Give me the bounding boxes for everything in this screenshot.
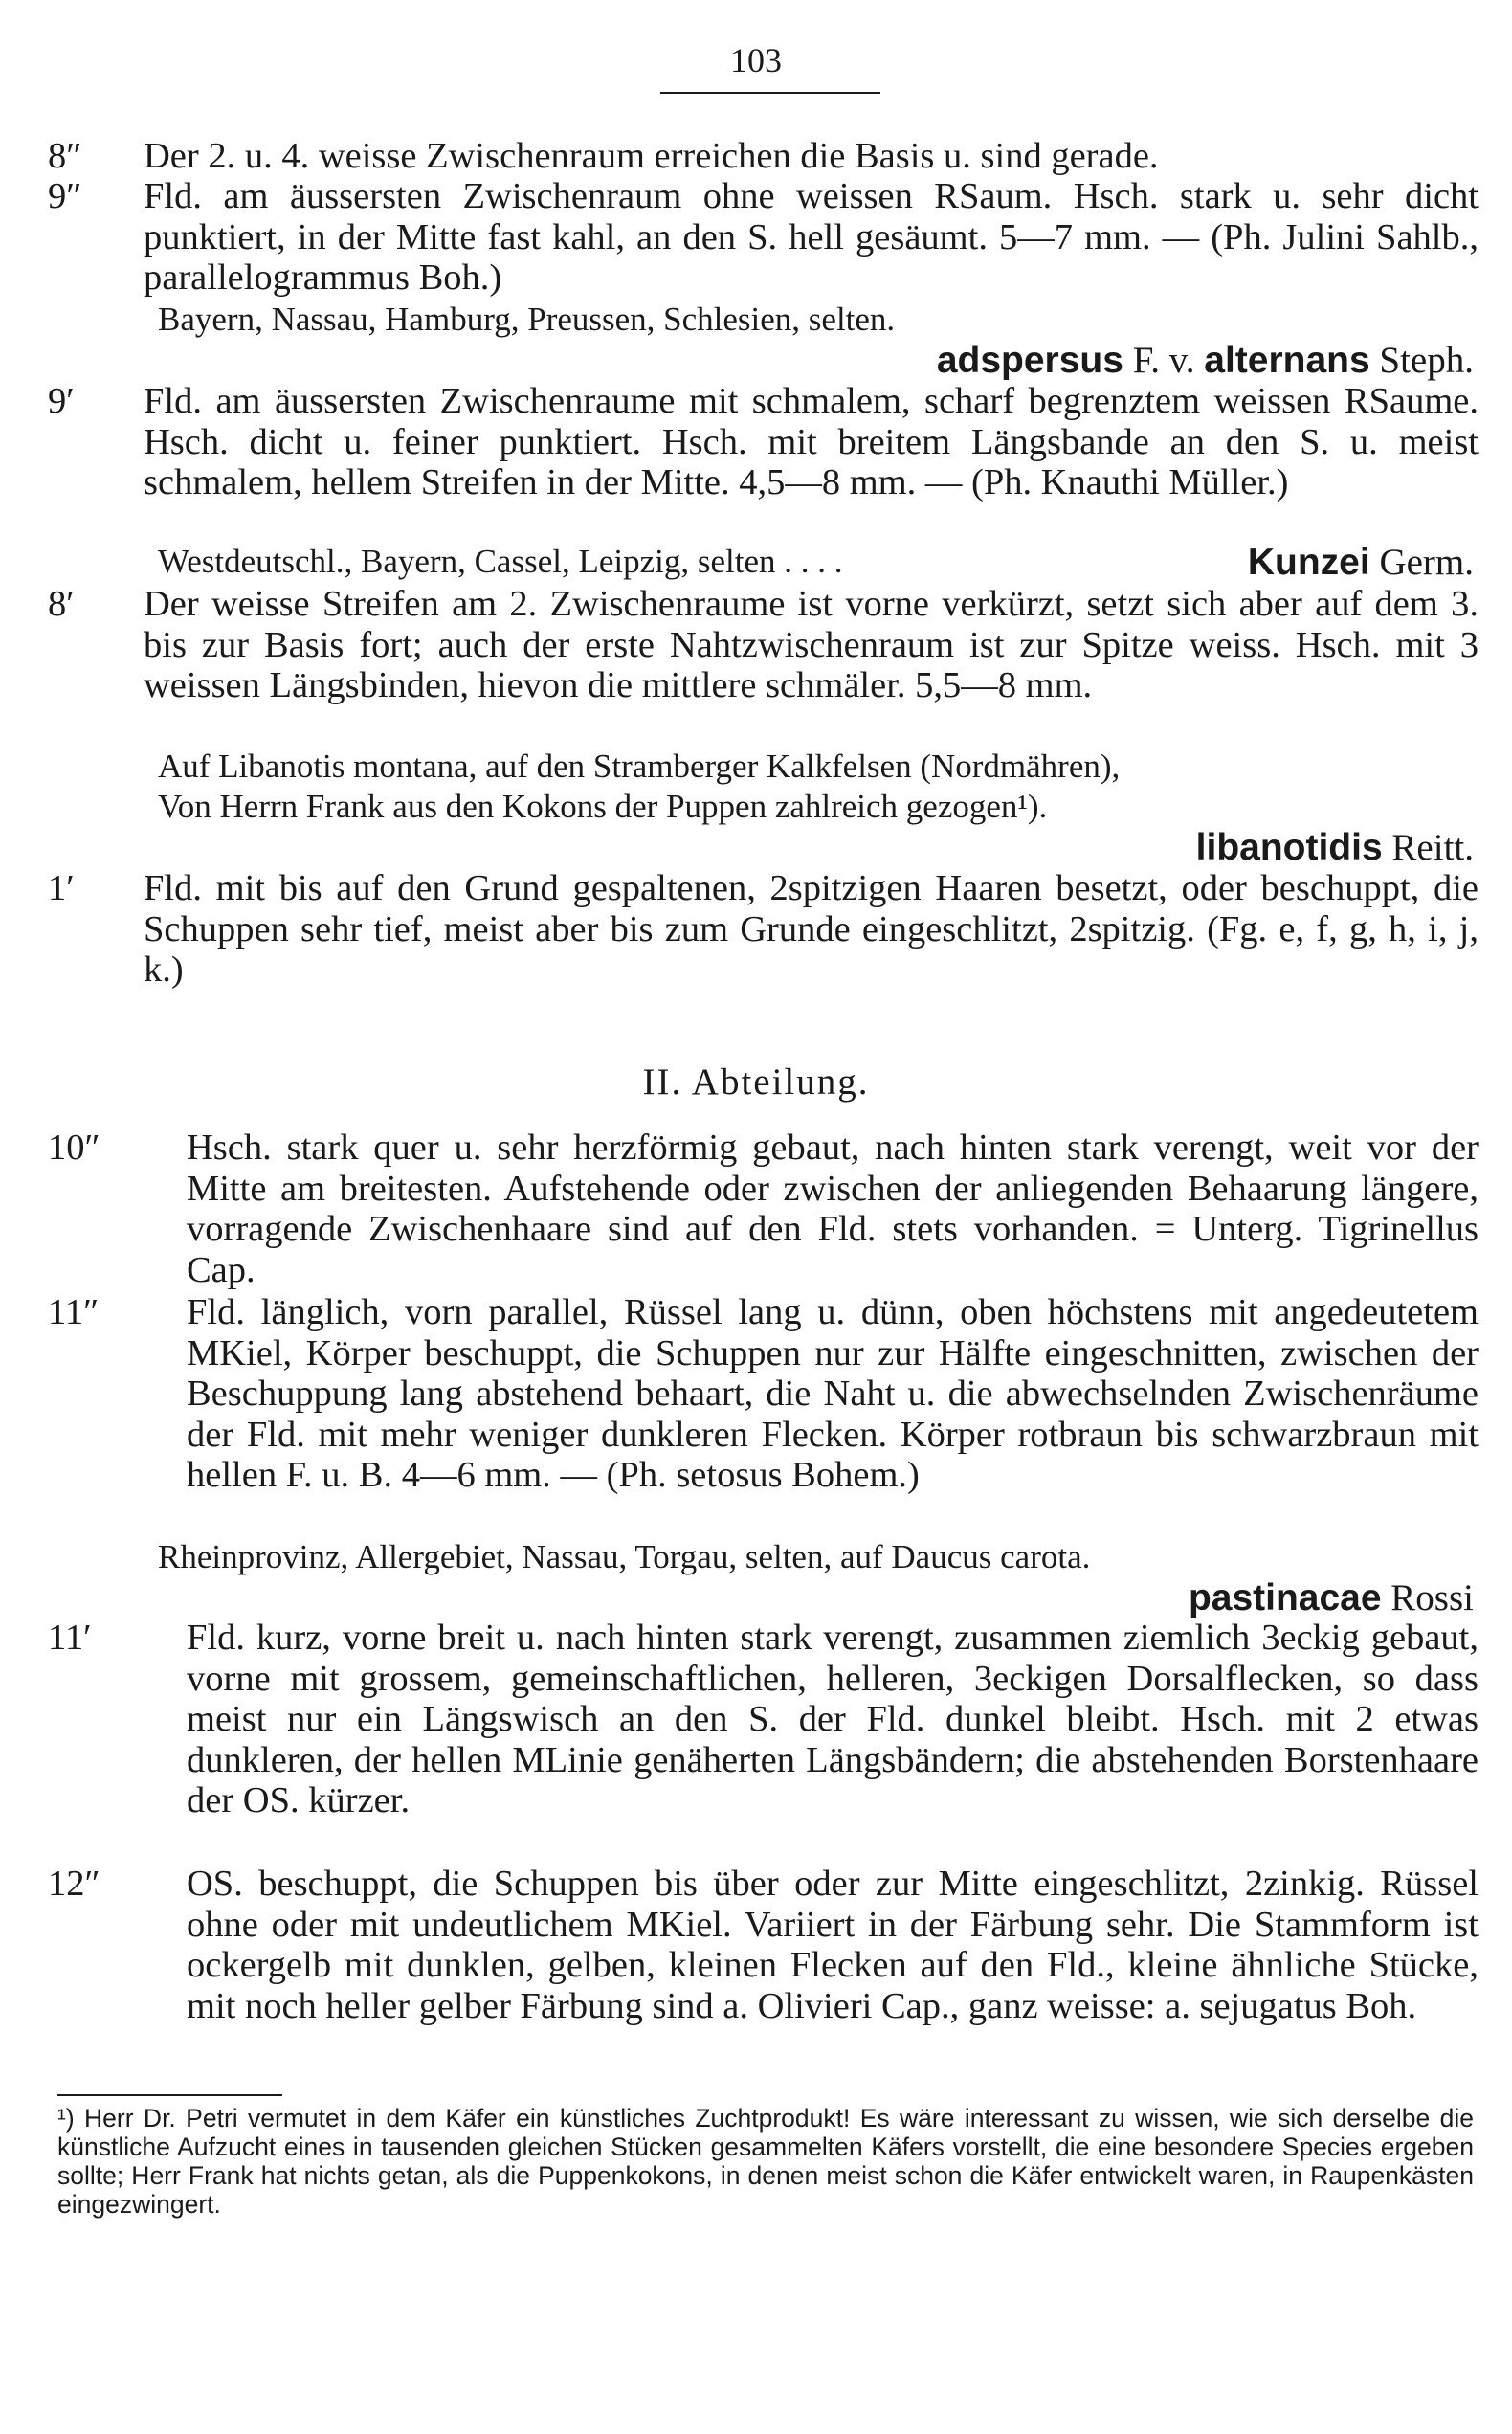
entry-text: Fld. am äussersten Zwischenraum ohne weissen RSaum. Hsch. stark u. sehr dicht punktiert, in der Mitte fast kahl, an den S. hell gesäumt. 5—7 mm. — (Ph. Julini Sahlb., parallelogrammus Boh.) (144, 176, 1479, 298)
species-name: libanotidis Reitt. (1195, 827, 1474, 868)
couplet-number: 9′ (48, 381, 75, 421)
couplet-number: 8″ (48, 136, 82, 176)
entry-text: Fld. mit bis auf den Grund gespaltenen, 2spitzigen Haaren besetzt, oder beschuppt, die Schuppen sehr tief, meist aber bis zum Grunde eingeschlitzt, 2spitzig. (Fg. e, f, g, h, i, j, k.) (144, 868, 1479, 990)
key-entry (48, 381, 1479, 503)
entry-text: Fld. länglich, vorn parallel, Rüssel lang u. dünn, oben höchstens mit angedeutetem MKiel, Körper beschuppt, die Schuppen nur zur Hälfte eingeschnitten, zwischen der Beschuppung lang abstehend behaart, die Naht u. die abwechselnden Zwischenräume der Fld. mit mehr weniger dunkleren Flecken. Körper rotbraun bis schwarzbraun mit hellen F. u. B. 4—6 mm. — (Ph. setosus Bohem.) (187, 1292, 1479, 1495)
footnote-rule (57, 2094, 282, 2096)
couplet-number: 11′ (48, 1618, 92, 1658)
couplet-number: 11″ (48, 1292, 100, 1332)
key-entry (48, 176, 1479, 299)
key-entry (48, 1618, 1479, 1821)
key-entry (48, 584, 1479, 706)
couplet-number: 10″ (48, 1128, 100, 1168)
species-name: pastinacae Rossi (1188, 1577, 1474, 1619)
locality-line: Rheinprovinz, Allergebiet, Nassau, Torgau, selten, auf Daucus carota. (158, 1538, 1091, 1575)
key-entry (48, 1128, 1479, 1290)
key-entry (48, 868, 1479, 991)
couplet-number: 12″ (48, 1864, 100, 1904)
footnote: ¹) Herr Dr. Petri vermutet in dem Käfer ein künstliches Zuchtprodukt! Es wäre interessant zu wissen, wie sich derselbe die künstliche Aufzucht eines in tausenden gleichen Stücken gesammelten Käfers vorstellt, die eine besondere Species ergeben sollte; Herr Frank hat nichts getan, als die Puppenkokons, in denen meist schon die Käfer entwickelt waren, in Raupenkästen eingezwingert. (57, 2104, 1474, 2219)
entry-text: Hsch. stark quer u. sehr herzförmig gebaut, nach hinten stark verengt, weit vor der Mitte am breitesten. Aufstehende oder zwischen der anliegenden Behaarung längere, vorragende Zwischenhaare sind auf den Fld. stets vorhanden. = Unterg. Tigrinellus Cap. (187, 1128, 1479, 1290)
key-entry (48, 136, 1479, 177)
entry-text: Der 2. u. 4. weisse Zwischenraum erreichen die Basis u. sind gerade. (144, 136, 1159, 176)
couplet-number: 1′ (48, 868, 75, 908)
key-entry (48, 1292, 1479, 1496)
couplet-number: 8′ (48, 584, 75, 624)
locality-line: Auf Libanotis montana, auf den Stramberger Kalkfelsen (Nordmähren), (158, 748, 1121, 785)
page-number: 103 (730, 41, 782, 79)
species-name: Kunzei Germ. (1247, 542, 1474, 583)
entry-text: Fld. kurz, vorne breit u. nach hinten stark verengt, zusammen ziemlich 3eckig gebaut, vorne mit grossem, gemeinschaftlichen, helleren, 3eckigen Dorsalflecken, so dass meist nur ein Längswisch an den S. der Fld. dunkel bleibt. Hsch. mit 2 etwas dunkleren, der hellen MLinie genäherten Längsbändern; die abstehenden Borstenhaare der OS. kürzer. (187, 1618, 1479, 1820)
couplet-number: 9″ (48, 176, 82, 216)
locality-line: Von Herrn Frank aus den Kokons der Puppen zahlreich gezogen¹). (158, 788, 1048, 825)
species-name: adspersus F. v. alternans Steph. (936, 340, 1474, 381)
entry-text: Fld. am äussersten Zwischenraume mit schmalem, scharf begrenztem weissen RSaume. Hsch. dicht u. feiner punktiert. Hsch. mit breitem Längsbande an den S. u. meist schmalem, hellem Streifen in der Mitte. 4,5—8 mm. — (Ph. Knauthi Müller.) (144, 381, 1479, 502)
key-entry (48, 1864, 1479, 2026)
entry-text: Der weisse Streifen am 2. Zwischenraume ist vorne verkürzt, setzt sich aber auf dem 3. bis zur Basis fort; auch der erste Nahtzwischenraum ist zur Spitze weiss. Hsch. mit 3 weissen Längsbinden, hievon die mittlere schmäler. 5,5—8 mm. (144, 584, 1479, 705)
entry-text: OS. beschuppt, die Schuppen bis über oder zur Mitte eingeschlitzt, 2zinkig. Rüssel ohne oder mit undeutlichem MKiel. Variiert in der Färbung sehr. Die Stammform ist ockergelb mit dunklen, gelben, kleinen Flecken auf den Fld., kleine ähnliche Stücke, mit noch heller gelber Färbung sind a. Olivieri Cap., ganz weisse: a. sejugatus Boh. (187, 1864, 1479, 2026)
locality-line: Bayern, Nassau, Hamburg, Preussen, Schlesien, selten. (158, 301, 896, 338)
header-rule (660, 92, 880, 94)
locality-line: Westdeutschl., Bayern, Cassel, Leipzig, selten . . . . (158, 543, 843, 580)
section-heading: II. Abteilung. (642, 1061, 870, 1103)
